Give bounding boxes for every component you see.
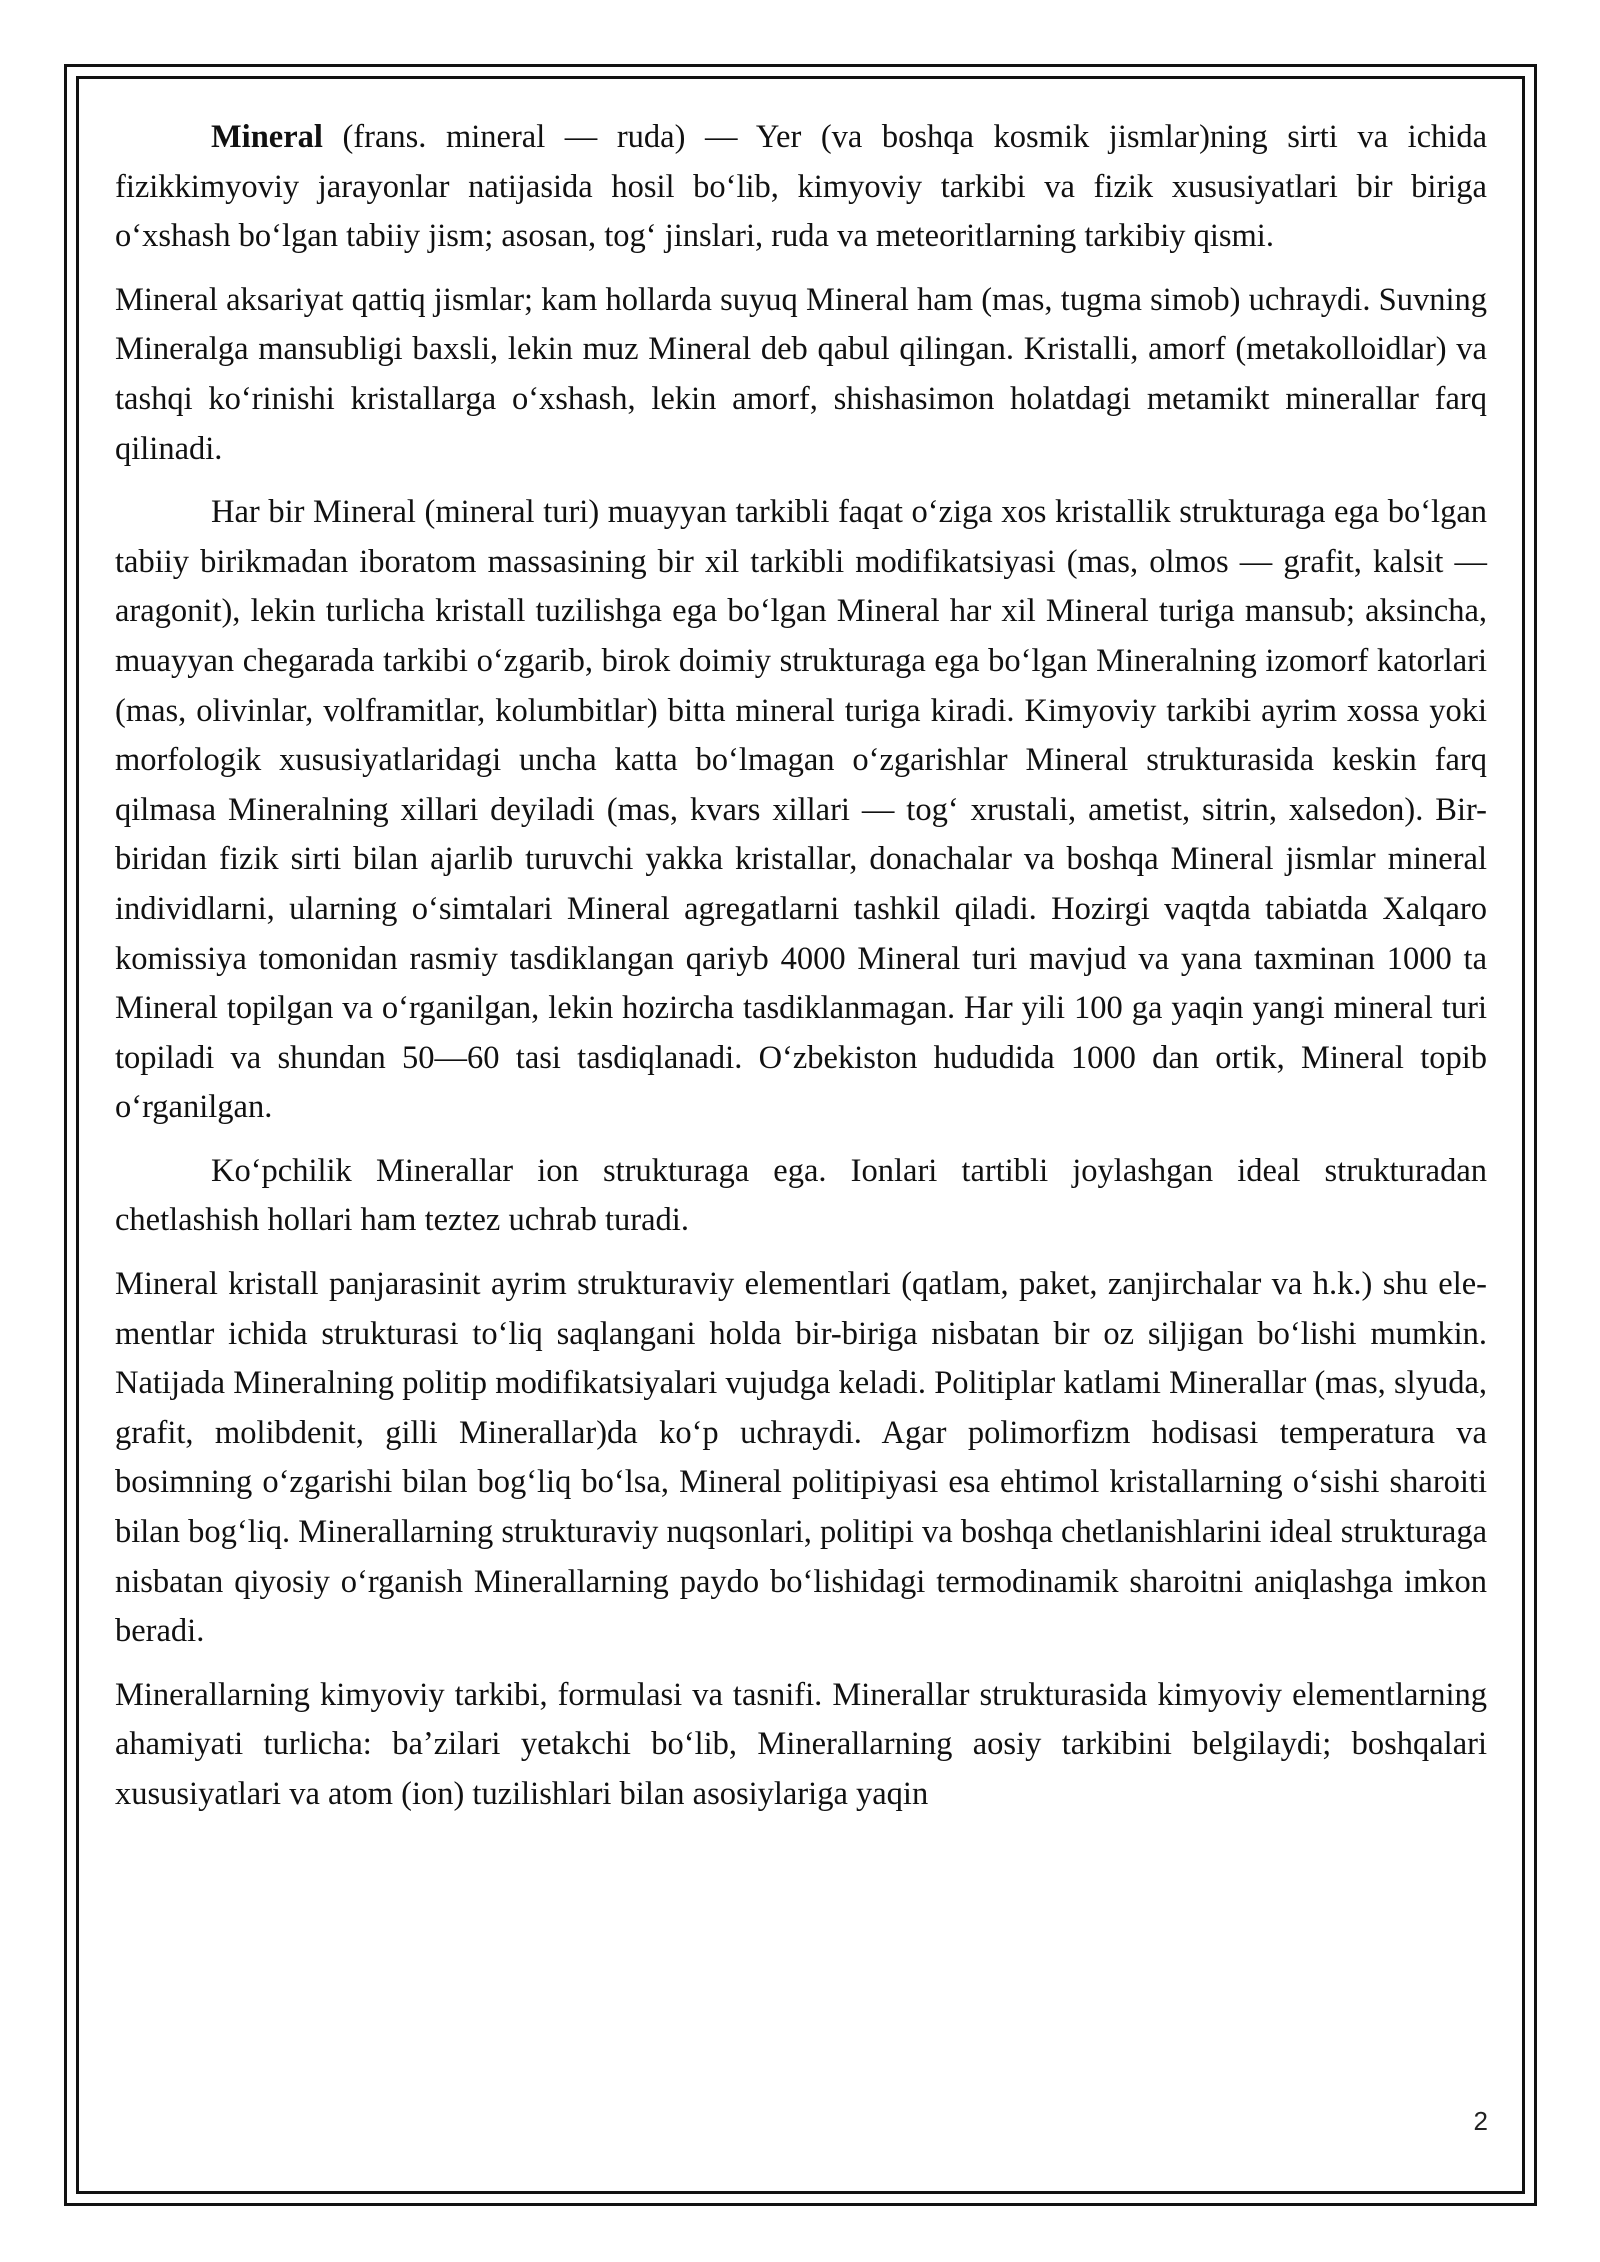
paragraph-states-of-matter: Mineral aksariyat qattiq jismlar; kam hollarda suyuq Mineral ham (mas, tugma simob) uchraydi. Suvning Mineralga mansubligi baxsli, lekin muz Mineral deb qabul qilingan. Kristalli, amorf (metakolloidlar) va tashqi koʻrinishi kristallarga oʻxshash, lekin amorf, shishasimon holatdagi metamikt minerallar farq qilinadi. [115, 281, 1487, 467]
paragraph-mineral-species: Har bir Mineral (mineral turi) muayyan tarkibli faqat oʻziga xos kristallik strukturaga ega boʻlgan tabiiy birikmadan iboratom massasining bir xil tarkibli modifikatsiyasi (mas, olmos — grafit, kalsit — aragonit), lekin turlicha kristall tuzilishga ega boʻlgan Mineral har xil Mineral turiga mansub; aksincha, muayyan chegarada tarkibi oʻzgarib, birok doimiy strukturaga ega boʻlgan Mineralning izomorf katorlari (mas, olivinlar, volframitlar, kolumbitlar) bitta mineral turiga kiradi. Kimyoviy tarkibi ayrim xossa yoki morfologik xususiyatlaridagi uncha katta boʻlmagan oʻzgarishlar Mineral strukturasida keskin farq qilmasa Mineralning xillari deyiladi (mas, kvars xillari — togʻ xrustali, ametist, sitrin, xalsedon). Bir-biridan fizik sirti bilan ajarlib turuvchi yakka kristallar, donachalar va boshqa Mineral jismlar mineral individlarni, ularning oʻsimtalari Mineral agregatlarni tashkil qiladi. Hozirgi vaqtda tabiatda Xalqaro komissiya tomonidan rasmiy tasdiklangan qariyb 4000 Mineral turi mavjud va yana taxminan 1000 ta Mineral topilgan va oʻrganilgan, lekin hozircha tasdiklanmagan. Har yili 100 ga yaqin yangi mineral turi topiladi va shundan 50—60 tasi tasdiqlanadi. Oʻzbekiston hududida 1000 dan ortik, Mineral topib oʻrganilgan. [115, 494, 1487, 1126]
paragraph-ion-structure: Koʻpchilik Minerallar ion strukturaga ega. Ionlari tartibli joylashgan ideal strukturadan chetlashish hollari ham teztez uchrab turadi. [115, 1152, 1487, 1239]
page-number: 2 [1473, 2106, 1488, 2136]
paragraph-polytypes: Mineral kristall panjarasinit ayrim strukturaviy elementlari (qatlam, paket, zanjirchalar va h.k.) shu ele-mentlar ichida strukturasi toʻliq saqlangani holda bir-biriga nisbatan bir oz siljigan boʻlishi mumkin. Natijada Mineralning politip modifikatsiyalari vujudga keladi. Politiplar katlami Minerallar (mas, slyuda, grafit, molibdenit, gilli Minerallar)da koʻp uchraydi. Agar polimorfizm hodisasi temperatura va bosimning oʻzgarishi bilan bogʻliq boʻlsa, Mineral politipiyasi esa ehtimol kristallarning oʻsishi sharoiti bilan bogʻliq. Minerallarning strukturaviy nuqsonlari, politipi va boshqa chetlanishlarini ideal strukturaga nisbatan qiyosiy oʻrganish Minerallarning paydo boʻlishidagi termodinamik sharoitni aniqlashga imkon beradi. [115, 1266, 1487, 1650]
paragraph-text: (frans. mineral — ruda) — Yer (va boshqa kosmik jismlar)ning sirti va ichida fizikkimyoviy jarayonlar natijasida hosil boʻlib, kimyoviy tarkibi va fizik xususiyatlari bir biriga oʻxshash boʻlgan tabiiy jism; asosan, togʻ jinslari, ruda va meteoritlarning tarkibiy qismi. [115, 119, 1487, 255]
paragraph-mineral-definition [115, 113, 1487, 262]
document-body [115, 113, 1487, 1820]
paragraph-chemical-composition: Minerallarning kimyoviy tarkibi, formulasi va tasnifi. Minerallar strukturasida kimyoviy elementlarning ahamiyati turlicha: baʼzilari yetakchi boʻlib, Minerallarning aosiy tarkibini belgilaydi; boshqalari xususiyatlari va atom (ion) tuzilishlari bilan asosiylariga yaqin [115, 1676, 1487, 1812]
term-mineral: Mineral [211, 119, 323, 155]
